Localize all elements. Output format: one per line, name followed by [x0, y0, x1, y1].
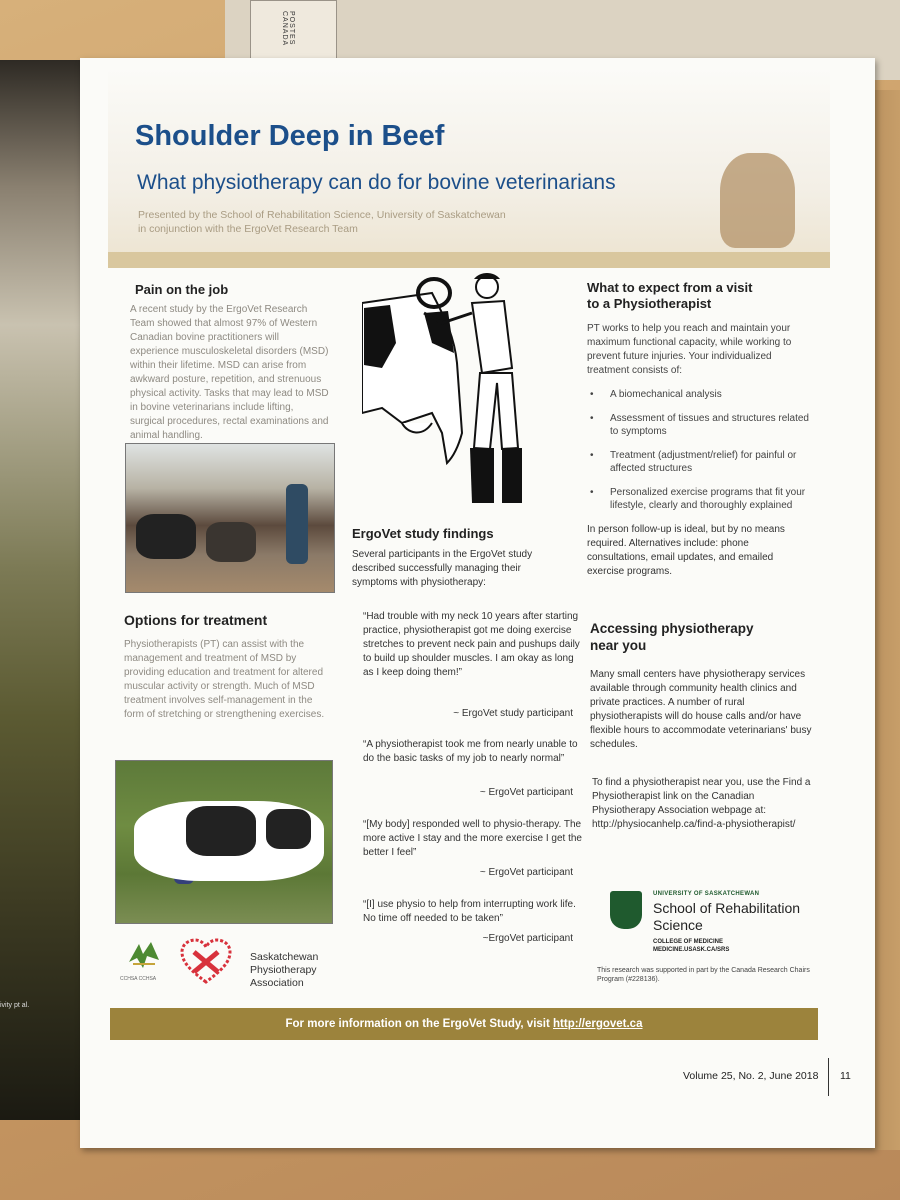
issue-info: Volume 25, No. 2, June 2018	[683, 1070, 819, 1082]
footer-divider	[828, 1058, 829, 1096]
options-heading: Options for treatment	[124, 612, 268, 628]
expect-heading-line-1: What to expect from a visit	[587, 280, 753, 295]
list-item: • Treatment (adjustment/relief) for painful or affected structures	[588, 449, 818, 475]
cow-silhouette-image	[720, 153, 795, 248]
barn-photo	[125, 443, 335, 593]
presented-by	[138, 208, 558, 236]
quote-2: “A physiotherapist took me from nearly unable to do the basic tasks of my job to nearly normal”	[363, 739, 578, 764]
quote-3: “[My body] responded well to physio-therapy. The more active I stay and the more exercise I get the better I feel”	[363, 819, 582, 858]
college-info	[653, 938, 729, 954]
header-landscape	[108, 252, 830, 268]
cow-patch	[266, 809, 311, 849]
support-note: This research was supported in part by the Canada Research Chairs Program (#228136).	[597, 967, 810, 983]
quote-3-attribution: ~ ErgoVet participant	[479, 867, 573, 878]
list-item: • A biomechanical analysis	[588, 388, 818, 401]
university-crest-icon	[610, 891, 642, 929]
ergovet-link[interactable]: http://ergovet.ca	[553, 1018, 643, 1030]
findings-intro: Several participants in the ErgoVet study described successfully managing their symptoms with physiotherapy:	[352, 549, 533, 588]
school-name: School of Rehabilitation Science	[653, 900, 801, 933]
expect-heading	[587, 280, 752, 312]
presented-line-1: Presented by the School of Rehabilitation Science, University of Saskatchewan	[138, 209, 506, 221]
page-title: Shoulder Deep in Beef	[135, 120, 445, 152]
college-url: MEDICINE.USASK.CA/SRS	[653, 947, 730, 953]
spa-line-2: Physiotherapy	[250, 964, 317, 976]
spa-line-1: Saskatchewan	[250, 951, 319, 963]
page-number: 11	[840, 1070, 851, 1082]
options-text: Physiotherapists (PT) can assist with the management and treatment of MSD by providing education and treatment for altered muscular activity or strength. Much of MSD treatment involves self-management in the form of stretching or strengthening exercises.	[124, 639, 325, 720]
access-heading-line-1: Accessing physiotherapy	[590, 621, 754, 636]
followup-text: In person follow-up is ideal, but by no means required. Alternatives include: phone consultations, email updates, and emailed exercise programs.	[587, 524, 785, 577]
access-text-2: To find a physiotherapist near you, use the Find a Physiotherapist link on the Canadian Physiotherapy Association webpage at: http://physiocanhelp.ca/find-a-physiotherapist/	[592, 777, 811, 830]
info-banner	[110, 1008, 818, 1040]
cow-shape	[136, 514, 196, 559]
quote-2-attribution: ~ ErgoVet participant	[479, 787, 573, 798]
pain-text: A recent study by the ErgoVet Research Team showed that almost 97% of Western Canadian bovine practitioners will experience musculoskeletal disorders (MSD) within their lifetime. MSD can arise from awkward posture, repetition, and strenuous physical activity. Tasks that may lead to MSD in bovine veterinarians include lifting, surgical procedures, rectal examinations and animal handling.	[130, 304, 329, 441]
cow-shape	[206, 522, 256, 562]
adjacent-page-text: ivity pt al.	[0, 1002, 30, 1009]
quote-1: “Had trouble with my neck 10 years after starting practice, physiotherapist got me doing exercise stretches to prevent neck pain and pushups daily to build up shoulder muscles. I am okay as long as I keep doing them!”	[363, 611, 580, 678]
presented-line-2: in conjunction with the ErgoVet Research Team	[138, 223, 358, 235]
spa-logo-text	[250, 951, 318, 990]
spa-line-3: Association	[250, 977, 304, 989]
list-item: • Assessment of tissues and structures related to symptoms	[588, 412, 818, 438]
cow-and-physio-photo	[115, 760, 333, 924]
access-text-1: Many small centers have physiotherapy services available through community health clinics and private practices. A number of rural physiotherapists will do house calls and/or have flexible hours to accommodate veterinarians' busy schedules.	[590, 669, 812, 750]
findings-heading: ErgoVet study findings	[352, 526, 494, 541]
quote-4-attribution: ~ErgoVet participant	[482, 933, 573, 944]
access-heading	[590, 620, 754, 654]
quote-1-attribution: ~ ErgoVet study participant	[453, 708, 573, 719]
veterinarian-figure	[286, 484, 308, 564]
header-banner	[108, 68, 830, 268]
cow-patch	[186, 806, 256, 856]
treatment-list	[588, 388, 818, 523]
expect-intro: PT works to help you reach and maintain your maximum functional capacity, while working to prevent future injuries. Your individualized treatment consists of:	[587, 323, 792, 376]
pain-heading: Pain on the job	[135, 282, 229, 297]
expect-heading-line-2: to a Physiotherapist	[587, 296, 712, 311]
page-subtitle: What physiotherapy can do for bovine veterinarians	[137, 171, 616, 194]
stamp-text: POSTES CANADA	[281, 11, 295, 47]
access-heading-line-2: near you	[590, 638, 647, 653]
university-name-small: UNIVERSITY OF SASKATCHEWAN	[653, 891, 760, 897]
heart-logo-icon	[180, 938, 232, 986]
leaf-logo-icon	[125, 940, 163, 970]
banner-text: For more information on the ErgoVet Study, visit	[285, 1018, 554, 1030]
college-name: COLLEGE OF MEDICINE	[653, 939, 724, 945]
magazine-page	[80, 58, 875, 1148]
quote-4: “[I] use physio to help from interrupting work life. No time off needed to be taken”	[363, 899, 576, 924]
ccwha-logo-text: CCHSA CCHSA	[120, 976, 157, 982]
list-item: • Personalized exercise programs that fit your lifestyle, clearly and thoroughly explained	[588, 486, 818, 512]
vet-and-cow-illustration	[362, 273, 552, 505]
